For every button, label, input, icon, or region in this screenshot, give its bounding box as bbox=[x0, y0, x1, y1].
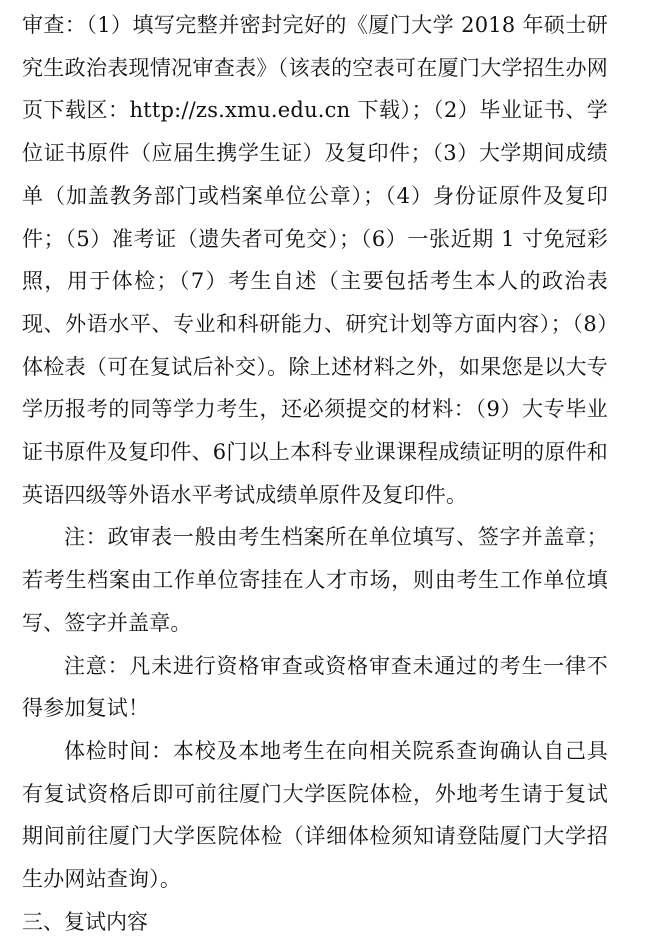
paragraph-materials-review: 审查：（1）填写完整并密封完好的《厦门大学 2018 年硕士研究生政治表现情况审查表》（该表的空表可在厦门大学招生办网页下载区：http://zs.xmu.edu.cn 下载）；（2）毕业证书、学位证书原件（应届生携学生证）及复印件；（3）大学期间成绩单（加盖教务部门或档案单位公章）；（4）身份证原件及复印件；（5）准考证（遗失者可免交）；（6）一张近期 1 寸免冠彩照，用于体检；（7）考生自述（主要包括考生本人的政治表现、外语水平、专业和科研能力、研究计划等方面内容）；（8）体检表（可在复试后补交）。除上述材料之外，如果您是以大专学历报考的同等学力考生，还必须提交的材料：（9）大专毕业证书原件及复印件、6门以上本科专业课课程成绩证明的原件和英语四级等外语水平考试成绩单原件及复印件。 bbox=[22, 13, 608, 507]
paragraph-political-review-note: 注：政审表一般由考生档案所在单位填写、签字并盖章；若考生档案由工作单位寄挂在人才市场，则由考生工作单位填写、签字并盖章。 bbox=[22, 525, 608, 635]
paragraph-physical-exam-time: 体检时间：本校及本地考生在向相关院系查询确认自己具有复试资格后即可前往厦门大学医院体检，外地考生请于复试期间前往厦门大学医院体检（详细体检须知请登陆厦门大学招生办网站查询）。 bbox=[22, 738, 608, 892]
paragraph-attention-notice: 注意：凡未进行资格审查或资格审查未通过的考生一律不得参加复试！ bbox=[22, 653, 608, 721]
section-heading: 三、复试内容 bbox=[22, 909, 148, 934]
